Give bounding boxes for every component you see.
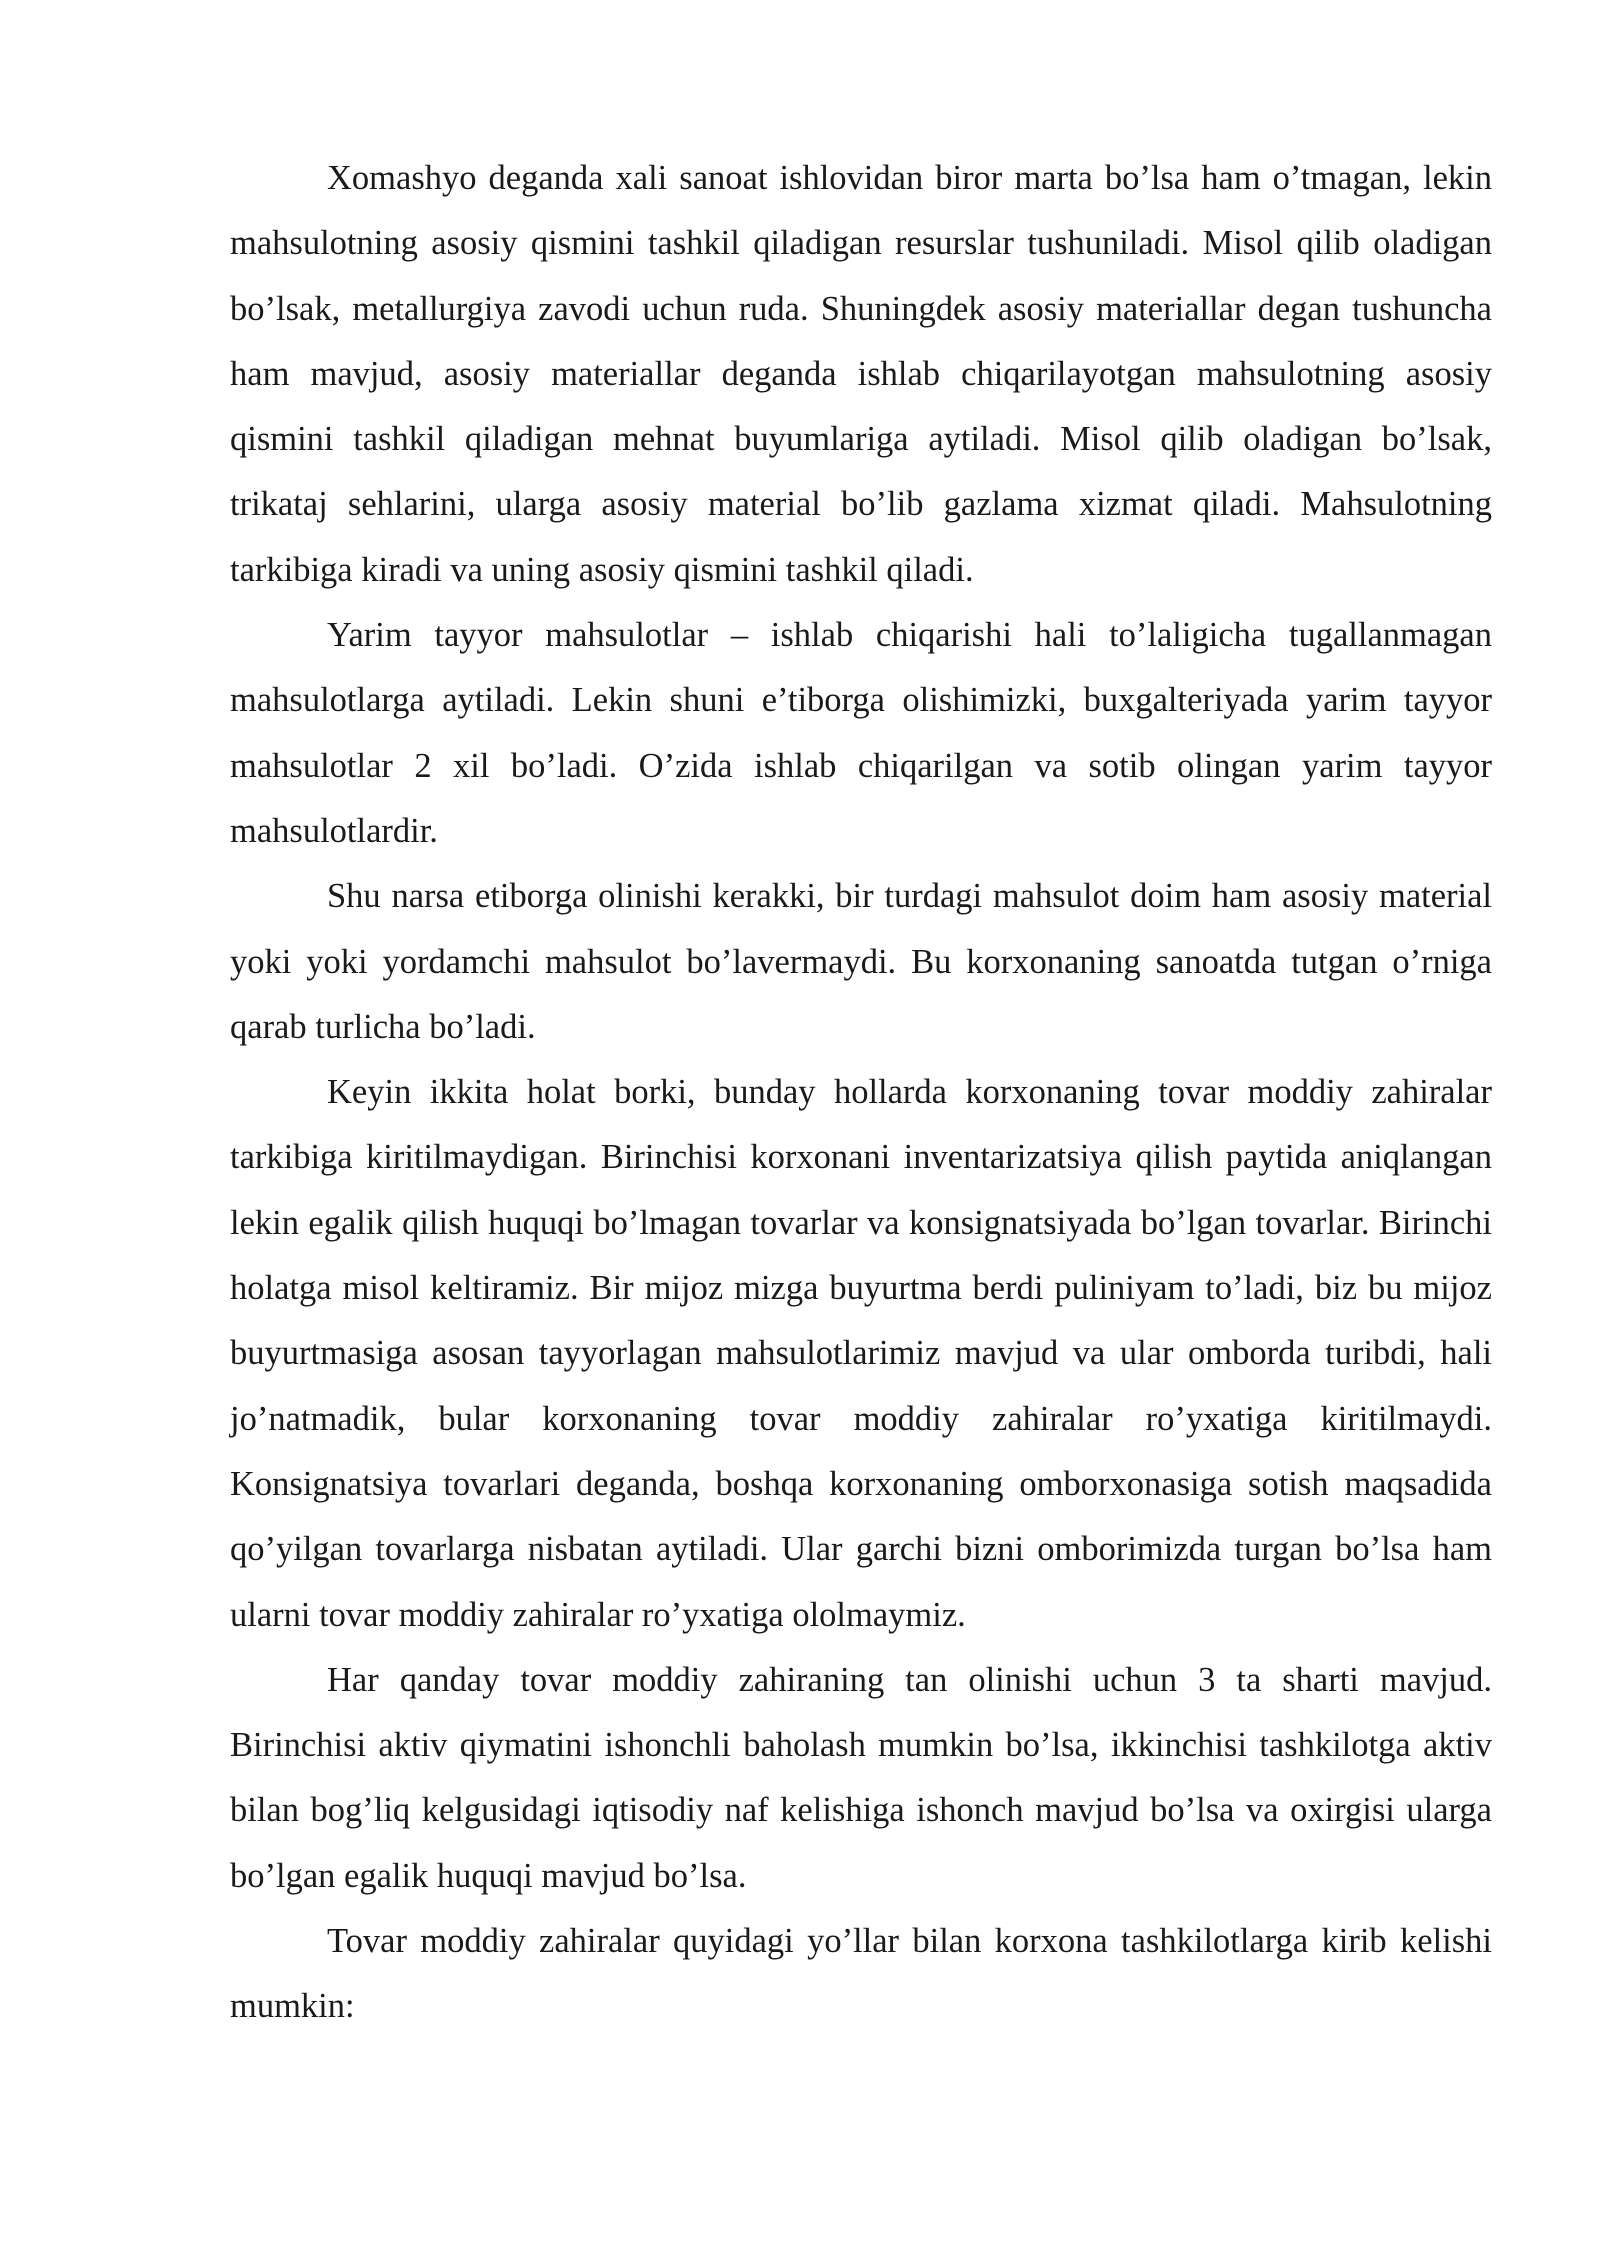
paragraph-semi-finished-products: Yarim tayyor mahsulotlar – ishlab chiqarishi hali to’laligicha tugallanmagan mahsulotlarga aytiladi. Lekin shuni e’tiborga olishimizki, buxgalteriyada yarim tayyor mahsulotlar 2 xil bo’ladi. O’zida ishlab chiqarilgan va sotib olingan yarim tayyor mahsulotlardir. bbox=[230, 616, 1492, 850]
paragraph-excluded-goods: Keyin ikkita holat borki, bunday hollarda korxonaning tovar moddiy zahiralar tarkibiga kiritilmaydigan. Birinchisi korxonani inventarizatsiya qilish paytida aniqlangan lekin egalik qilish huquqi bo’lmagan tovarlar va konsignatsiyada bo’lgan tovarlar. Birinchi holatga misol keltiramiz. Bir mijoz mizga buyurtma berdi puliniyam to’ladi, biz bu mijoz buyurtmasiga asosan tayyorlagan mahsulotlarimiz mavjud va ular omborda turibdi, hali jo’natmadik, bular korxonaning tovar moddiy zahiralar ro’yxatiga kiritilmaydi. Konsignatsiya tovarlari deganda, boshqa korxonaning omborxonasiga sotish maqsadida qo’yilgan tovarlarga nisbatan aytiladi. Ular garchi bizni omborimizda turgan bo’lsa ham ularni tovar moddiy zahiralar ro’yxatiga ololmaymiz. bbox=[230, 1073, 1492, 1634]
paragraph-material-role: Shu narsa etiborga olinishi kerakki, bir turdagi mahsulot doim ham asosiy material yoki yoki yordamchi mahsulot bo’lavermaydi. Bu korxonaning sanoatda tutgan o’rniga qarab turlicha bo’ladi. bbox=[230, 877, 1492, 1046]
document-body bbox=[230, 146, 1492, 2040]
paragraph-inventory-sources: Tovar moddiy zahiralar quyidagi yo’llar bilan korxona tashkilotlarga kirib kelishi mumkin: bbox=[230, 1922, 1492, 2026]
paragraph-raw-materials: Xomashyo deganda xali sanoat ishlovidan biror marta bo’lsa ham o’tmagan, lekin mahsulotning asosiy qismini tashkil qiladigan resurslar tushuniladi. Misol qilib oladigan bo’lsak, metallurgiya zavodi uchun ruda. Shuningdek asosiy materiallar degan tushuncha ham mavjud, asosiy materiallar deganda ishlab chiqarilayotgan mahsulotning asosiy qismini tashkil qiladigan mehnat buyumlariga aytiladi. Misol qilib oladigan bo’lsak, trikataj sehlarini, ularga asosiy material bo’lib gazlama xizmat qiladi. Mahsulotning tarkibiga kiradi va uning asosiy qismini tashkil qiladi. bbox=[230, 159, 1492, 589]
paragraph-recognition-conditions: Har qanday tovar moddiy zahiraning tan olinishi uchun 3 ta sharti mavjud. Birinchisi aktiv qiymatini ishonchli baholash mumkin bo’lsa, ikkinchisi tashkilotga aktiv bilan bog’liq kelgusidagi iqtisodiy naf kelishiga ishonch mavjud bo’lsa va oxirgisi ularga bo’lgan egalik huquqi mavjud bo’lsa. bbox=[230, 1660, 1492, 1895]
